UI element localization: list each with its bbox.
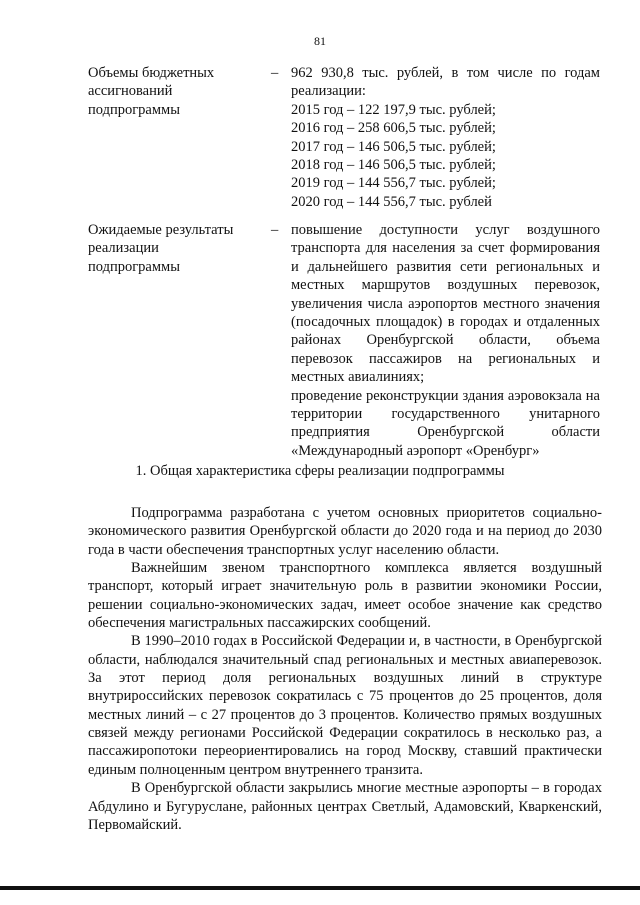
value-line: 2017 год – 146 506,5 тыс. рублей; bbox=[291, 138, 496, 155]
label-line: подпрограммы bbox=[88, 258, 180, 275]
passport-value bbox=[291, 221, 600, 460]
page-number: 81 bbox=[314, 34, 326, 48]
passport-dash: – bbox=[271, 222, 279, 238]
passport-value bbox=[291, 64, 600, 211]
section-heading: 1. Общая характеристика сферы реализации подпрограммы bbox=[135, 463, 505, 479]
value-line: 2020 год – 144 556,7 тыс. рублей bbox=[291, 193, 492, 210]
value-line: проведение реконструкции здания аэровокзала на территории государственного унитарного предприятия Оренбургской области «Международный аэропорт «Оренбург» bbox=[291, 387, 600, 459]
paragraph: В 1990–2010 годах в Российской Федерации и, в частности, в Оренбургской области, наблюдался значительный спад региональных и местных авиаперевозок. За этот период доля региональных воздушных линий в структуре внутрироссийских перевозок сократилась с 75 процентов до 25 процентов, доля местных линий – с 27 процентов до 3 процентов. Количество прямых воздушных связей между регионами Российской Федерации сократилось в несколько раз, а пассажиропотоки переориентировались на город Москву, ставший практически единым полноценным центром внутреннего транзита. bbox=[88, 633, 602, 778]
label-line: ассигнований bbox=[88, 83, 173, 100]
paragraph: В Оренбургской области закрылись многие местные аэропорты – в городах Абдулино и Бугуруслане, районных центрах Светлый, Адамовский, Кваркенский, Первомайский. bbox=[88, 780, 602, 833]
value-line: 2018 год – 146 506,5 тыс. рублей; bbox=[291, 157, 496, 174]
label-line: Ожидаемые результаты bbox=[88, 222, 234, 238]
label-line: Объемы бюджетных bbox=[88, 65, 215, 81]
value-line: 2016 год – 258 606,5 тыс. рублей; bbox=[291, 120, 496, 137]
passport-label bbox=[88, 64, 258, 119]
label-line: реализации bbox=[88, 240, 159, 257]
passport-dash: – bbox=[271, 65, 279, 81]
paragraph: Подпрограмма разработана с учетом основных приоритетов социально-экономического развития Оренбургской области до 2020 года и на период до 2030 года в части обеспечения транспортных услуг населению области. bbox=[88, 505, 602, 558]
label-line: подпрограммы bbox=[88, 101, 180, 118]
value-line: 962 930,8 тыс. рублей, в том числе по годам реализации: bbox=[291, 65, 600, 100]
paragraph: Важнейшим звеном транспортного комплекса является воздушный транспорт, который играет значительную роль в развитии экономики России, решении социально-экономических задач, имеет особое значение как средство обеспечения магистральных пассажирских сообщений. bbox=[88, 560, 602, 632]
body-text bbox=[88, 504, 602, 834]
value-line: 2015 год – 122 197,9 тыс. рублей; bbox=[291, 101, 496, 118]
bottom-rule bbox=[0, 886, 640, 890]
value-line: повышение доступности услуг воздушного транспорта для населения за счет формирования и дальнейшего развития сети региональных и местных маршрутов воздушных перевозок, увеличения числа аэропортов местного значения (посадочных площадок) в городах и отдаленных районах Оренбургской области, объема перевозок пассажиров на региональных и местных авиалиниях; bbox=[291, 222, 600, 386]
value-line: 2019 год – 144 556,7 тыс. рублей; bbox=[291, 175, 496, 192]
passport-label bbox=[88, 221, 258, 276]
